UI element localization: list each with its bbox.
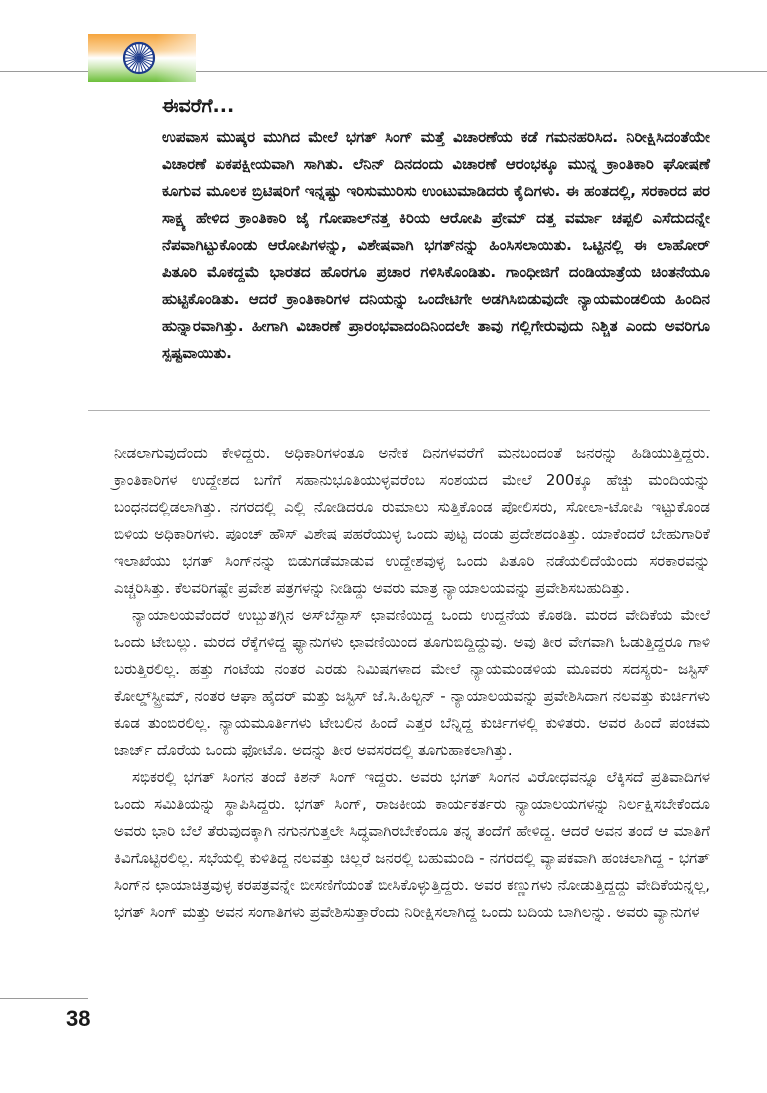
body-paragraph: ನ್ಯಾಯಾಲಯವೆಂದರೆ ಉಬ್ಬುತಗ್ಗಿನ ಅಸ್‌ಬೆಸ್ಟಾಸ್ ಛಾವಣಿಯಿದ್ದ ಒಂದು ಉದ್ದನೆಯ ಕೊಠಡಿ. ಮರದ ವೇದಿಕೆಯ ಮೇಲೆ ಒಂದು ಟೇಬಲ್ಲು. ಮರದ ರೆಕ್ಕೆಗಳಿದ್ದ ಫ್ಯಾನುಗಳು ಛಾವಣಿಯಿಂದ ತೂಗುಬಿದ್ದಿದ್ದುವು. ಅವು ತೀರ ವೇಗವಾಗಿ ಓಡುತ್ತಿದ್ದರೂ ಗಾಳಿ ಬರುತ್ತಿರಲಿಲ್ಲ. ಹತ್ತು ಗಂಟೆಯ ನಂತರ ಎರಡು ನಿಮಿಷಗಳಾದ ಮೇಲೆ ನ್ಯಾಯಮಂಡಳಿಯ ಮೂವರು ಸದಸ್ಯರು- ಜಸ್ಟಿಸ್ ಕೋಲ್ಡ್‌ಸ್ಟ್ರೀಮ್, ನಂತರ ಆಘಾ ಹೈದರ್ ಮತ್ತು ಜಸ್ಟಿಸ್ ಜೆ.ಸಿ.ಹಿಲ್ಟನ್ - ನ್ಯಾಯಾಲಯವನ್ನು ಪ್ರವೇಶಿಸಿದಾಗ ನಲವತ್ತು ಕುರ್ಚಿಗಳು ಕೂಡ ತುಂಬಿರಲಿಲ್ಲ. ನ್ಯಾಯಮೂರ್ತಿಗಳು ಟೇಬಲಿನ ಹಿಂದೆ ಎತ್ತರ ಬೆನ್ನಿದ್ದ ಕುರ್ಚಿಗಳಲ್ಲಿ ಕುಳಿತರು. ಅವರ ಹಿಂದೆ ಪಂಚಮ ಜಾರ್ಜ್ ದೊರೆಯ ಒಂದು ಫೋಟೊ. ಅದನ್ನು ತೀರ ಅವಸರದಲ್ಲಿ ತೂಗುಹಾಕಲಾಗಿತ್ತು. [114,606,710,759]
section-divider [88,410,710,411]
body-text [114,440,710,926]
recap-summary: ಉಪವಾಸ ಮುಷ್ಕರ ಮುಗಿದ ಮೇಲೆ ಭಗತ್ ಸಿಂಗ್ ಮತ್ತೆ ವಿಚಾರಣೆಯ ಕಡೆ ಗಮನಹರಿಸಿದ. ನಿರೀಕ್ಷಿಸಿದಂತೆಯೇ ವಿಚಾರಣೆ ಏಕಪಕ್ಷೀಯವಾಗಿ ಸಾಗಿತು. ಲೆನಿನ್ ದಿನದಂದು ವಿಚಾರಣೆ ಆರಂಭಕ್ಕೂ ಮುನ್ನ ಕ್ರಾಂತಿಕಾರಿ ಘೋಷಣೆ ಕೂಗುವ ಮೂಲಕ ಬ್ರಿಟಿಷರಿಗೆ ಇನ್ನಷ್ಟು ಇರಿಸುಮುರಿಸು ಉಂಟುಮಾಡಿದರು ಕೈದಿಗಳು. ಈ ಹಂತದಲ್ಲಿ, ಸರಕಾರದ ಪರ ಸಾಕ್ಷ್ಯ ಹೇಳಿದ ಕ್ರಾಂತಿಕಾರಿ ಜೈ ಗೋಪಾಲ್‌ನತ್ತ ಕಿರಿಯ ಆರೋಪಿ ಪ್ರೇಮ್ ದತ್ತ ವರ್ಮಾ ಚಪ್ಪಲಿ ಎಸೆದುದನ್ನೇ ನೆಪವಾಗಿಟ್ಟುಕೊಂಡು ಆರೋಪಿಗಳನ್ನು, ವಿಶೇಷವಾಗಿ ಭಗತ್‌ನನ್ನು ಹಿಂಸಿಸಲಾಯಿತು. ಒಟ್ಟಿನಲ್ಲಿ ಈ ಲಾಹೋರ್ ಪಿತೂರಿ ಮೊಕದ್ದಮೆ ಭಾರತದ ಹೊರಗೂ ಪ್ರಚಾರ ಗಳಿಸಿಕೊಂಡಿತು. ಗಾಂಧೀಜಿಗೆ ದಂಡಿಯಾತ್ರೆಯ ಚಿಂತನೆಯೂ ಹುಟ್ಟಿಕೊಂಡಿತು. ಆದರೆ ಕ್ರಾಂತಿಕಾರಿಗಳ ದನಿಯನ್ನು ಒಂದೇಟಿಗೇ ಅಡಗಿಸಿಬಿಡುವುದೇ ನ್ಯಾಯಮಂಡಲಿಯ ಹಿಂದಿನ ಹುನ್ನಾರವಾಗಿತ್ತು. ಹೀಗಾಗಿ ವಿಚಾರಣೆ ಪ್ರಾರಂಭವಾದಂದಿನಿಂದಲೇ ತಾವು ಗಲ್ಲಿಗೇರುವುದು ನಿಶ್ಚಿತ ಎಂದು ಅವರಿಗೂ ಸ್ಪಷ್ಟವಾಯಿತು. [162,128,710,362]
page-number: 38 [66,1006,91,1031]
header-rule-right [196,71,767,72]
footer-rule [0,998,88,999]
body-paragraph: ಸಭಿಕರಲ್ಲಿ ಭಗತ್ ಸಿಂಗನ ತಂದೆ ಕಿಶನ್ ಸಿಂಗ್ ಇದ್ದರು. ಅವರು ಭಗತ್ ಸಿಂಗನ ವಿರೋಧವನ್ನೂ ಲೆಕ್ಕಿಸದೆ ಪ್ರತಿವಾದಿಗಳ ಒಂದು ಸಮಿತಿಯನ್ನು ಸ್ಥಾಪಿಸಿದ್ದರು. ಭಗತ್ ಸಿಂಗ್, ರಾಜಕೀಯ ಕಾರ್ಯಕರ್ತರು ನ್ಯಾಯಾಲಯಗಳನ್ನು ನಿರ್ಲಕ್ಷಿಸಬೇಕೆಂದೂ ಅವರು ಭಾರಿ ಬೆಲೆ ತೆರುವುದಕ್ಕಾಗಿ ನಗುನಗುತ್ತಲೇ ಸಿದ್ಧವಾಗಿರಬೇಕೆಂದೂ ತನ್ನ ತಂದೆಗೆ ಹೇಳಿದ್ದ. ಆದರೆ ಅವನ ತಂದೆ ಆ ಮಾತಿಗೆ ಕಿವಿಗೊಟ್ಟಿರಲಿಲ್ಲ. ಸಭೆಯಲ್ಲಿ ಕುಳಿತಿದ್ದ ನಲವತ್ತು ಚಿಲ್ಲರೆ ಜನರಲ್ಲಿ ಬಹುಮಂದಿ - ನಗರದಲ್ಲಿ ವ್ಯಾಪಕವಾಗಿ ಹಂಚಲಾಗಿದ್ದ - ಭಗತ್ ಸಿಂಗ್‌ನ ಛಾಯಾಚಿತ್ರವುಳ್ಳ ಕರಪತ್ರವನ್ನೇ ಬೀಸಣಿಗೆಯಂತೆ ಬೀಸಿಕೊಳ್ಳುತ್ತಿದ್ದರು. ಅವರ ಕಣ್ಣುಗಳು ನೋಡುತ್ತಿದ್ದದ್ದು ವೇದಿಕೆಯನ್ನಲ್ಲ, ಭಗತ್ ಸಿಂಗ್ ಮತ್ತು ಅವನ ಸಂಗಾತಿಗಳು ಪ್ರವೇಶಿಸುತ್ತಾರೆಂದು ನಿರೀಕ್ಷಿಸಲಾಗಿದ್ದ ಒಂದು ಬದಿಯ ಬಾಗಿಲನ್ನು. ಅವರು ವ್ಯಾನುಗಳ [114,768,710,921]
header-rule-left [0,71,88,72]
ashoka-chakra-icon [121,40,157,76]
body-paragraph: ನೀಡಲಾಗುವುದೆಂದು ಕೇಳಿದ್ದರು. ಅಧಿಕಾರಿಗಳಂತೂ ಅನೇಕ ದಿನಗಳವರೆಗೆ ಮನಬಂದಂತೆ ಜನರನ್ನು ಹಿಡಿಯುತ್ತಿದ್ದರು. ಕ್ರಾಂತಿಕಾರಿಗಳ ಉದ್ದೇಶದ ಬಗೆಗೆ ಸಹಾನುಭೂತಿಯುಳ್ಳವರೆಂಬ ಸಂಶಯದ ಮೇಲೆ 200ಕ್ಕೂ ಹೆಚ್ಚು ಮಂದಿಯನ್ನು ಬಂಧನದಲ್ಲಿಡಲಾಗಿತ್ತು. ನಗರದಲ್ಲಿ ಎಲ್ಲಿ ನೋಡಿದರೂ ರುಮಾಲು ಸುತ್ತಿಕೊಂಡ ಪೋಲಿಸರು, ಸೋಲಾ-ಟೋಪಿ ಇಟ್ಟುಕೊಂಡ ಬಿಳಿಯ ಅಧಿಕಾರಿಗಳು. ಪೂಂಚ್ ಹೌಸ್ ವಿಶೇಷ ಪಹರೆಯುಳ್ಳ ಒಂದು ಪುಟ್ಟ ದಂಡು ಪ್ರದೇಶದಂತಿತ್ತು. ಯಾಕೆಂದರೆ ಬೇಹುಗಾರಿಕೆ ಇಲಾಖೆಯು ಭಗತ್ ಸಿಂಗ್‌ನನ್ನು ಬಿಡುಗಡೆಮಾಡುವ ಉದ್ದೇಶವುಳ್ಳ ಒಂದು ಪಿತೂರಿ ನಡೆಯಲಿದೆಯೆಂದು ಸರಕಾರವನ್ನು ಎಚ್ಚರಿಸಿತ್ತು. ಕೆಲವರಿಗಷ್ಟೇ ಪ್ರವೇಶ ಪತ್ರಗಳನ್ನು ನೀಡಿದ್ದು ಅವರು ಮಾತ್ರ ನ್ಯಾಯಾಲಯವನ್ನು ಪ್ರವೇಶಿಸಬಹುದಿತ್ತು. [114,444,710,597]
flag-banner [88,34,196,82]
recap-heading: ಈವರೆಗೆ... [162,95,235,117]
